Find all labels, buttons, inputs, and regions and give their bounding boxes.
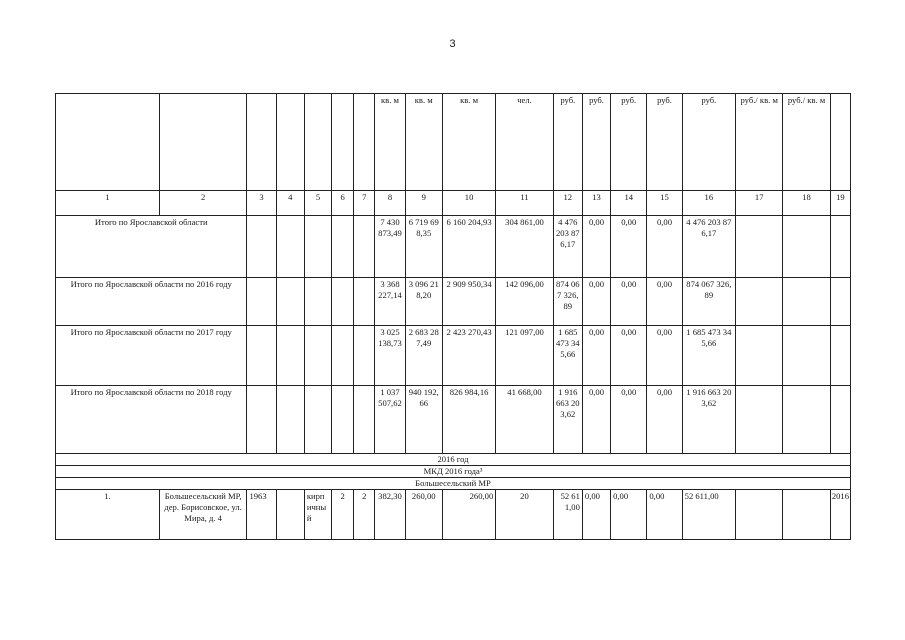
table-cell [354,386,375,454]
table-cell [783,278,830,326]
table-cell [354,278,375,326]
total-local: 0,00 [647,326,682,386]
total-residents: 142 096,00 [496,278,553,326]
column-numbers-row [56,191,851,216]
entrances: 2 [354,490,375,540]
total-label: Итого по Ярославской области по 2018 году [56,386,247,454]
table-cell [247,278,276,326]
table-cell [830,94,850,191]
column-number: 11 [496,191,553,216]
table-cell [783,326,830,386]
total-area: 3 368 227,14 [375,278,405,326]
total-local: 0,00 [647,386,682,454]
completion-year: 2016 [830,490,850,540]
table-cell [304,216,331,278]
total-area: 7 430 873,49 [375,216,405,278]
total-owners: 1 685 473 345,66 [682,326,735,386]
section-year: 2016 год [56,454,851,466]
total-residents: 304 861,00 [496,216,553,278]
total-fund: 0,00 [582,216,610,278]
table-cell [783,386,830,454]
floors: 2 [332,490,354,540]
units-row [56,94,851,191]
total-residents: 41 668,00 [496,386,553,454]
column-number: 8 [375,191,405,216]
build-year: 1963 [247,490,276,540]
table-cell [783,216,830,278]
column-number: 13 [582,191,610,216]
table-cell [56,94,160,191]
total-private-area: 2 909 950,34 [442,278,495,326]
table-cell [159,94,247,191]
building-address: Большесельский МР, дер. Борисовское, ул. Мира, д. 4 [159,490,247,540]
total-row [56,216,851,278]
total-owners: 4 476 203 876,17 [682,216,735,278]
regional-cost: 0,00 [611,490,647,540]
fund-cost: 0,00 [582,490,610,540]
table-cell [276,326,304,386]
table-cell [276,490,304,540]
table-cell [736,216,783,278]
table-cell [332,216,354,278]
total-living-area: 3 096 218,20 [405,278,442,326]
page-number: 3 [449,38,456,50]
total-cost: 1 685 473 345,66 [553,326,582,386]
unit-cell: кв. м [405,94,442,191]
column-number: 4 [276,191,304,216]
column-number: 9 [405,191,442,216]
table-cell [276,94,304,191]
residents: 20 [496,490,553,540]
total-row [56,278,851,326]
table-cell [830,278,850,326]
column-number: 17 [736,191,783,216]
table-cell [247,216,276,278]
wall-material: кирпичный [304,490,331,540]
max-unit-cost [783,490,830,540]
cost: 52 611,00 [553,490,582,540]
row-number: 1. [56,490,160,540]
private-area: 260,00 [442,490,495,540]
unit-cell: руб. [682,94,735,191]
column-number: 5 [304,191,331,216]
section-row [56,454,851,466]
table-cell [830,386,850,454]
unit-cell: кв. м [375,94,405,191]
total-label: Итого по Ярославской области по 2017 году [56,326,247,386]
total-owners: 874 067 326,89 [682,278,735,326]
section-row [56,478,851,490]
total-regional: 0,00 [611,326,647,386]
table-cell [304,326,331,386]
total-fund: 0,00 [582,386,610,454]
local-cost: 0,00 [647,490,682,540]
total-private-area: 6 160 204,93 [442,216,495,278]
unit-cell: руб. [647,94,682,191]
table-cell [354,94,375,191]
unit-cost [736,490,783,540]
total-regional: 0,00 [611,386,647,454]
total-living-area: 2 683 287,49 [405,326,442,386]
data-table [55,93,851,540]
table-cell [332,278,354,326]
unit-cell: руб./ кв. м [736,94,783,191]
total-regional: 0,00 [611,216,647,278]
total-living-area: 940 192,66 [405,386,442,454]
table-cell [276,216,304,278]
owners-cost: 52 611,00 [682,490,735,540]
column-number: 16 [682,191,735,216]
total-residents: 121 097,00 [496,326,553,386]
total-private-area: 2 423 270,43 [442,326,495,386]
total-cost: 4 476 203 876,17 [553,216,582,278]
total-label: Итого по Ярославской области [56,216,247,278]
total-private-area: 826 984,16 [442,386,495,454]
table-cell [736,278,783,326]
table-cell [354,216,375,278]
table-cell [332,326,354,386]
column-number: 1 [56,191,160,216]
unit-cell: кв. м [442,94,495,191]
table-cell [247,386,276,454]
table-row [56,490,851,540]
unit-cell: руб. [553,94,582,191]
table-cell [276,386,304,454]
column-number: 7 [354,191,375,216]
total-living-area: 6 719 698,35 [405,216,442,278]
total-cost: 1 916 663 203,62 [553,386,582,454]
column-number: 12 [553,191,582,216]
table-cell [304,94,331,191]
total-owners: 1 916 663 203,62 [682,386,735,454]
unit-cell: руб. [611,94,647,191]
total-cost: 874 067 326,89 [553,278,582,326]
table-cell [247,94,276,191]
section-row [56,466,851,478]
total-area: 3 025 138,73 [375,326,405,386]
total-row [56,326,851,386]
total-label: Итого по Ярославской области по 2016 году [56,278,247,326]
table-cell [276,278,304,326]
column-number: 18 [783,191,830,216]
section-district: Большесельский МР [56,478,851,490]
living-area: 260,00 [405,490,442,540]
table-cell [830,326,850,386]
total-regional: 0,00 [611,278,647,326]
table-cell [332,386,354,454]
total-local: 0,00 [647,216,682,278]
table-cell [332,94,354,191]
column-number: 6 [332,191,354,216]
total-local: 0,00 [647,278,682,326]
column-number: 19 [830,191,850,216]
total-area: 1 037 507,62 [375,386,405,454]
table-cell [247,326,276,386]
total-fund: 0,00 [582,278,610,326]
table-cell [304,278,331,326]
unit-cell: руб. [582,94,610,191]
unit-cell: чел. [496,94,553,191]
table-cell [354,326,375,386]
table-cell [736,386,783,454]
unit-cell: руб./ кв. м [783,94,830,191]
table-cell [304,386,331,454]
column-number: 2 [159,191,247,216]
total-row [56,386,851,454]
column-number: 15 [647,191,682,216]
table-cell [736,326,783,386]
column-number: 14 [611,191,647,216]
column-number: 3 [247,191,276,216]
section-mkd: МКД 2016 года³ [56,466,851,478]
table-cell [830,216,850,278]
total-fund: 0,00 [582,326,610,386]
column-number: 10 [442,191,495,216]
total-area: 382,30 [375,490,405,540]
